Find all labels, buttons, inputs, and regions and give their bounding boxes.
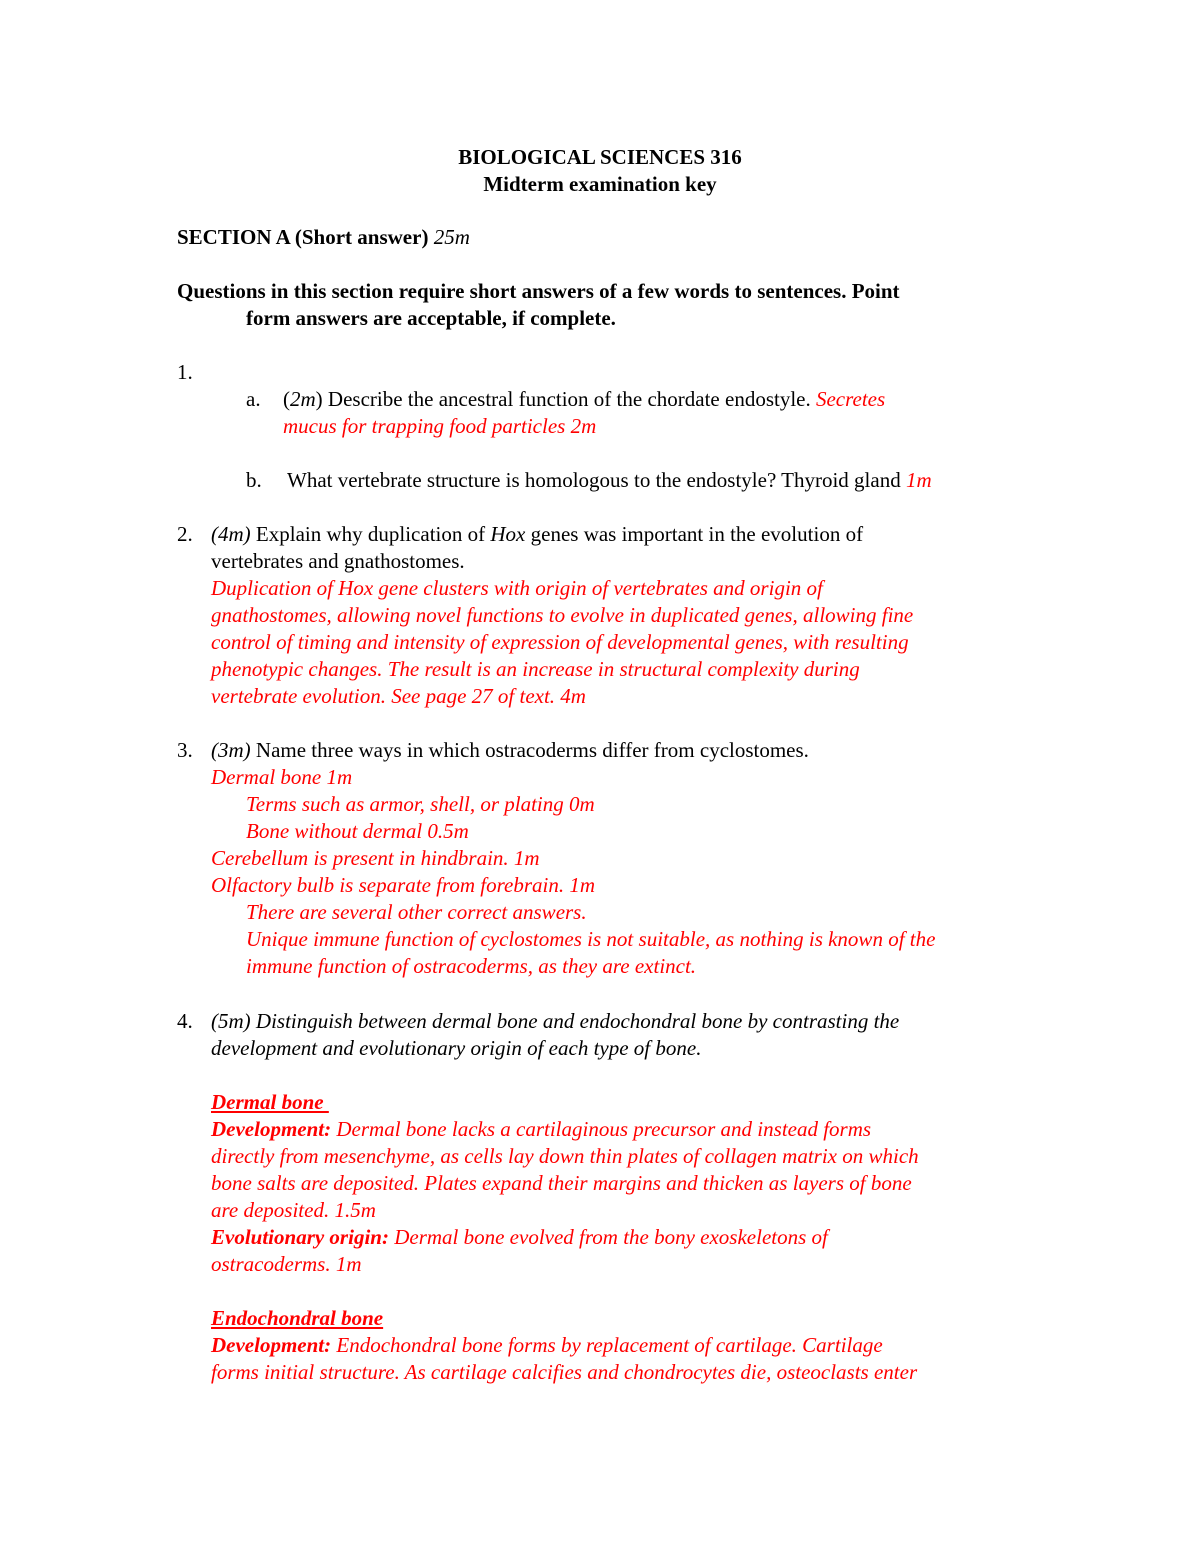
q2-answer-line: control of timing and intensity of expression of developmental genes, with resulting xyxy=(211,630,909,654)
dermal-evo-line2: ostracoderms. 1m xyxy=(211,1252,362,1276)
endochondral-dev-label: Development: xyxy=(211,1333,332,1357)
q3-question: Name three ways in which ostracoderms differ from cyclostomes. xyxy=(250,738,809,762)
q1a-answer-line2: mucus for trapping food particles 2m xyxy=(283,414,597,438)
q1a-marks: 2m xyxy=(290,387,316,411)
dermal-dev-line: directly from mesenchyme, as cells lay down thin plates of collagen matrix on which xyxy=(211,1144,919,1168)
dermal-dev-label: Development: xyxy=(211,1117,332,1141)
q4-question-line2: development and evolutionary origin of each type of bone. xyxy=(211,1036,702,1060)
dermal-dev-line1 xyxy=(211,1116,871,1143)
q2-question-hox: Hox xyxy=(490,522,526,546)
q3-answer-line: Olfactory bulb is separate from forebrain. 1m xyxy=(211,873,596,897)
q1-number: 1. xyxy=(177,360,193,384)
q2-answer-line: Duplication of Hox gene clusters with origin of vertebrates and origin of xyxy=(211,576,823,600)
dermal-evo-text: Dermal bone evolved from the bony exoskeletons of xyxy=(388,1225,828,1249)
section-a-marks: 25m xyxy=(433,225,470,249)
q3-answer-line: immune function of ostracoderms, as they are extinct. xyxy=(246,954,697,978)
q1a-line xyxy=(283,386,885,413)
q2-question-post: genes was important in the evolution of xyxy=(525,522,864,546)
q1a-close-paren: ) xyxy=(315,387,323,411)
dermal-dev-line: are deposited. 1.5m xyxy=(211,1198,376,1222)
q3-answer-line: Dermal bone 1m xyxy=(211,765,353,789)
q3-answer-line: There are several other correct answers. xyxy=(246,900,587,924)
section-a-heading-line xyxy=(177,224,470,251)
q3-marks: (3m) xyxy=(211,738,251,762)
q3-answer-line: Unique immune function of cyclostomes is not suitable, as nothing is known of the xyxy=(246,927,936,951)
dermal-bone-heading: Dermal bone xyxy=(211,1090,329,1114)
q1b-answer-marks: 1m xyxy=(905,468,932,492)
q3-answer-line: Cerebellum is present in hindbrain. 1m xyxy=(211,846,540,870)
q2-question-line2: vertebrates and gnathostomes. xyxy=(211,549,465,573)
q4-number: 4. xyxy=(177,1009,193,1033)
q1b-line xyxy=(287,467,932,494)
q2-number: 2. xyxy=(177,522,193,546)
q2-answer-line: vertebrate evolution. See page 27 of text. 4m xyxy=(211,684,586,708)
endochondral-dev-line2: forms initial structure. As cartilage calcifies and chondrocytes die, osteoclasts enter xyxy=(211,1360,918,1384)
q1a-open-paren: ( xyxy=(283,387,290,411)
dermal-evo-label: Evolutionary origin: xyxy=(211,1225,389,1249)
section-a-instructions-line2: form answers are acceptable, if complete. xyxy=(246,306,616,330)
q3-line1 xyxy=(211,737,809,764)
q1a-question: Describe the ancestral function of the chordate endostyle. xyxy=(322,387,816,411)
q1a-answer-line1: Secretes xyxy=(815,387,886,411)
dermal-evo-line1 xyxy=(211,1224,828,1251)
q3-answer-line: Bone without dermal 0.5m xyxy=(246,819,469,843)
document-title: BIOLOGICAL SCIENCES 316 xyxy=(458,145,742,169)
q4-question-line1: (5m) Distinguish between dermal bone and endochondral bone by contrasting the xyxy=(211,1009,900,1033)
endochondral-dev-line1 xyxy=(211,1332,883,1359)
q1a-letter: a. xyxy=(246,387,261,411)
q2-question-pre: Explain why duplication of xyxy=(250,522,491,546)
section-a-instructions-line1: Questions in this section require short answers of a few words to sentences. Point xyxy=(177,279,900,303)
dermal-dev-text: Dermal bone lacks a cartilaginous precursor and instead forms xyxy=(331,1117,872,1141)
q2-line1 xyxy=(211,521,863,548)
section-a-heading: SECTION A (Short answer) xyxy=(177,225,429,249)
endochondral-bone-heading: Endochondral bone xyxy=(211,1306,384,1330)
q2-answer-line: gnathostomes, allowing novel functions to evolve in duplicated genes, allowing fine xyxy=(211,603,914,627)
q3-number: 3. xyxy=(177,738,193,762)
document-subtitle: Midterm examination key xyxy=(483,172,717,196)
dermal-dev-line: bone salts are deposited. Plates expand their margins and thicken as layers of bone xyxy=(211,1171,912,1195)
q1b-letter: b. xyxy=(246,468,262,492)
q2-answer-line: phenotypic changes. The result is an increase in structural complexity during xyxy=(211,657,860,681)
q3-answer-line: Terms such as armor, shell, or plating 0m xyxy=(246,792,595,816)
q2-marks: (4m) xyxy=(211,522,251,546)
endochondral-dev-text: Endochondral bone forms by replacement of cartilage. Cartilage xyxy=(331,1333,883,1357)
q1b-question: What vertebrate structure is homologous to the endostyle? Thyroid gland xyxy=(287,468,906,492)
